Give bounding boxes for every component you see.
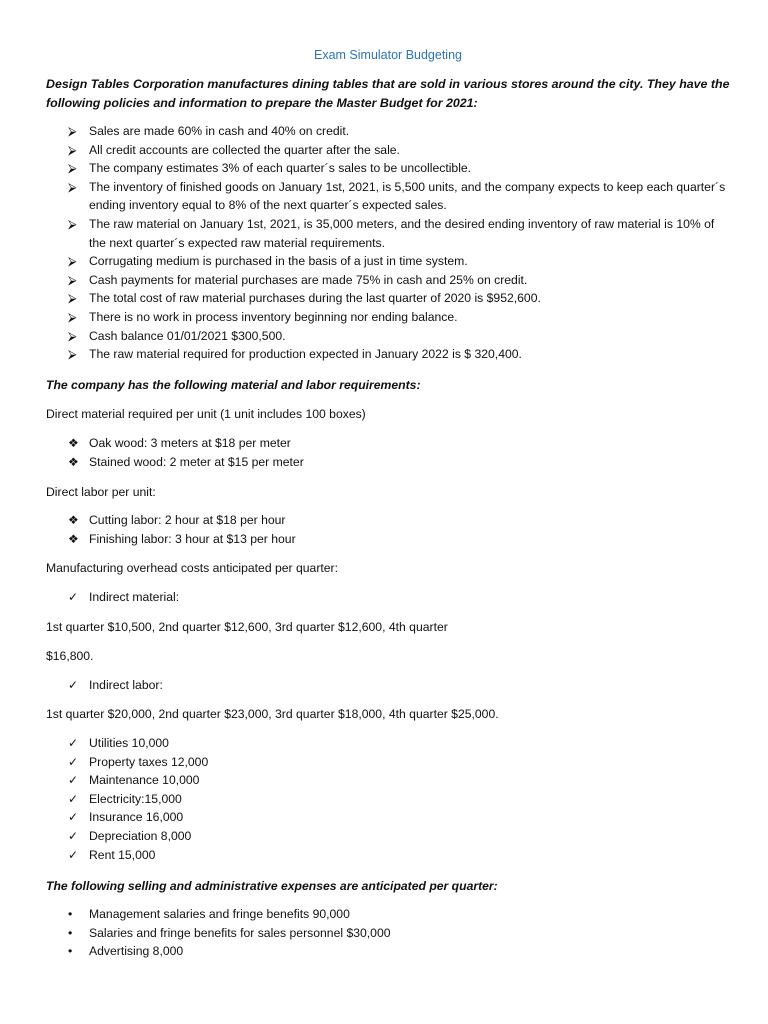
- list-item: [46, 327, 730, 346]
- check-bullet-icon: ✓: [68, 828, 79, 843]
- dot-bullet-icon: •: [68, 925, 73, 940]
- indirect-labor-list: [46, 676, 730, 695]
- check-bullet-icon: ✓: [68, 736, 79, 750]
- list-item: [46, 122, 730, 141]
- direct-labor-list: [46, 511, 730, 548]
- overhead-items-list: [46, 734, 730, 864]
- list-item: [46, 753, 730, 772]
- direct-material-heading: Direct material required per unit (1 unit includes 100 boxes): [46, 407, 366, 421]
- list-item-text: Finishing labor: 3 hour at $13 per hour: [89, 531, 296, 546]
- diamond-bullet-icon: ❖: [68, 531, 79, 546]
- indirect-material-line-1: 1st quarter $10,500, 2nd quarter $12,600, 3rd quarter $12,600, 4th quarter: [46, 620, 448, 634]
- arrow-bullet-icon: ⮚: [68, 124, 77, 138]
- arrow-bullet-icon: ⮚: [68, 272, 77, 287]
- list-item-text: The inventory of finished goods on January 1st, 2021, is 5,500 units, and the company expects to keep each quarter´s ending inventory equal to 8% of the next quarter´s expected sales.: [89, 179, 726, 213]
- selling-items-list: [46, 905, 730, 961]
- list-item: [46, 308, 730, 327]
- indirect-material-label: Indirect material:: [89, 590, 180, 604]
- arrow-bullet-icon: ⮚: [68, 291, 77, 306]
- list-item-text: All credit accounts are collected the quarter after the sale.: [89, 142, 400, 157]
- list-item: [46, 942, 730, 961]
- list-item: [46, 159, 730, 178]
- list-item-text: The raw material required for production expected in January 2022 is $ 320,400.: [89, 347, 522, 362]
- intro-paragraph: Design Tables Corporation manufactures dining tables that are sold in various stores around the city. They have the following policies and information to prepare the Master Budget for 2021:: [46, 77, 730, 110]
- list-item-text: Cutting labor: 2 hour at $18 per hour: [89, 513, 286, 527]
- selling-heading: The following selling and administrative expenses are anticipated per quarter:: [46, 879, 498, 893]
- list-item-text: Oak wood: 3 meters at $18 per meter: [89, 436, 291, 450]
- list-item-text: Depreciation 8,000: [89, 828, 192, 843]
- check-bullet-icon: ✓: [68, 773, 79, 788]
- dot-bullet-icon: •: [68, 907, 73, 921]
- list-item-text: Salaries and fringe benefits for sales personnel $30,000: [89, 925, 391, 940]
- check-bullet-icon: ✓: [68, 590, 79, 604]
- arrow-bullet-icon: ⮚: [68, 216, 77, 231]
- list-item: [46, 790, 730, 809]
- arrow-bullet-icon: ⮚: [68, 254, 77, 269]
- list-item-text: Stained wood: 2 meter at $15 per meter: [89, 454, 304, 469]
- list-item-text: Property taxes 12,000: [89, 754, 209, 769]
- indirect-labor-line: 1st quarter $20,000, 2nd quarter $23,000, 3rd quarter $18,000, 4th quarter $25,000.: [46, 707, 499, 721]
- diamond-bullet-icon: ❖: [68, 436, 79, 450]
- list-item: [46, 827, 730, 846]
- check-bullet-icon: ✓: [68, 810, 79, 825]
- overhead-heading: Manufacturing overhead costs anticipated per quarter:: [46, 561, 338, 575]
- list-item: [46, 924, 730, 943]
- list-item: [46, 345, 730, 364]
- direct-material-list: [46, 434, 730, 471]
- list-item-text: There is no work in process inventory beginning nor ending balance.: [89, 309, 458, 324]
- list-item: [46, 453, 730, 472]
- list-item: [46, 530, 730, 549]
- list-item: [46, 905, 730, 924]
- list-item: [46, 215, 730, 252]
- list-item-text: Advertising 8,000: [89, 944, 184, 959]
- list-item: [46, 588, 730, 607]
- arrow-bullet-icon: ⮚: [68, 161, 77, 176]
- check-bullet-icon: ✓: [68, 754, 79, 769]
- list-item-text: Electricity:15,000: [89, 791, 182, 806]
- diamond-bullet-icon: ❖: [68, 454, 79, 469]
- list-item: [46, 511, 730, 530]
- requirements-heading: The company has the following material and labor requirements:: [46, 378, 421, 392]
- indirect-material-list: [46, 588, 730, 607]
- arrow-bullet-icon: ⮚: [68, 328, 77, 343]
- indirect-material-line-2: $16,800.: [46, 649, 94, 663]
- list-item: [46, 676, 730, 695]
- list-item: [46, 808, 730, 827]
- list-item: [46, 289, 730, 308]
- list-item-text: Maintenance 10,000: [89, 773, 200, 788]
- check-bullet-icon: ✓: [68, 791, 79, 806]
- list-item: [46, 252, 730, 271]
- policies-list: [46, 122, 730, 364]
- list-item-text: The raw material on January 1st, 2021, is 35,000 meters, and the desired ending inventory of raw material is 10% of the next quarter´s expected raw material requirements.: [89, 216, 715, 250]
- diamond-bullet-icon: ❖: [68, 513, 79, 527]
- list-item-text: Insurance 16,000: [89, 810, 184, 825]
- arrow-bullet-icon: ⮚: [68, 179, 77, 194]
- list-item: [46, 434, 730, 453]
- list-item-text: Sales are made 60% in cash and 40% on credit.: [89, 124, 350, 138]
- list-item-text: Rent 15,000: [89, 847, 156, 862]
- dot-bullet-icon: •: [68, 944, 73, 959]
- list-item: [46, 846, 730, 865]
- document-title: Exam Simulator Budgeting: [314, 48, 462, 62]
- list-item: [46, 771, 730, 790]
- list-item-text: The total cost of raw material purchases during the last quarter of 2020 is $952,600.: [89, 291, 541, 306]
- check-bullet-icon: ✓: [68, 678, 79, 692]
- check-bullet-icon: ✓: [68, 847, 79, 862]
- list-item-text: Management salaries and fringe benefits 90,000: [89, 907, 350, 921]
- list-item: [46, 271, 730, 290]
- list-item-text: Utilities 10,000: [89, 736, 169, 750]
- list-item-text: Cash balance 01/01/2021 $300,500.: [89, 328, 286, 343]
- indirect-labor-label: Indirect labor:: [89, 678, 163, 692]
- arrow-bullet-icon: ⮚: [68, 309, 77, 324]
- list-item: [46, 734, 730, 753]
- list-item-text: The company estimates 3% of each quarter´s sales to be uncollectible.: [89, 161, 472, 176]
- direct-labor-heading: Direct labor per unit:: [46, 485, 156, 499]
- arrow-bullet-icon: ⮚: [68, 347, 77, 362]
- list-item: [46, 178, 730, 215]
- list-item-text: Corrugating medium is purchased in the basis of a just in time system.: [89, 254, 468, 269]
- list-item: [46, 141, 730, 160]
- arrow-bullet-icon: ⮚: [68, 142, 77, 157]
- list-item-text: Cash payments for material purchases are made 75% in cash and 25% on credit.: [89, 272, 528, 287]
